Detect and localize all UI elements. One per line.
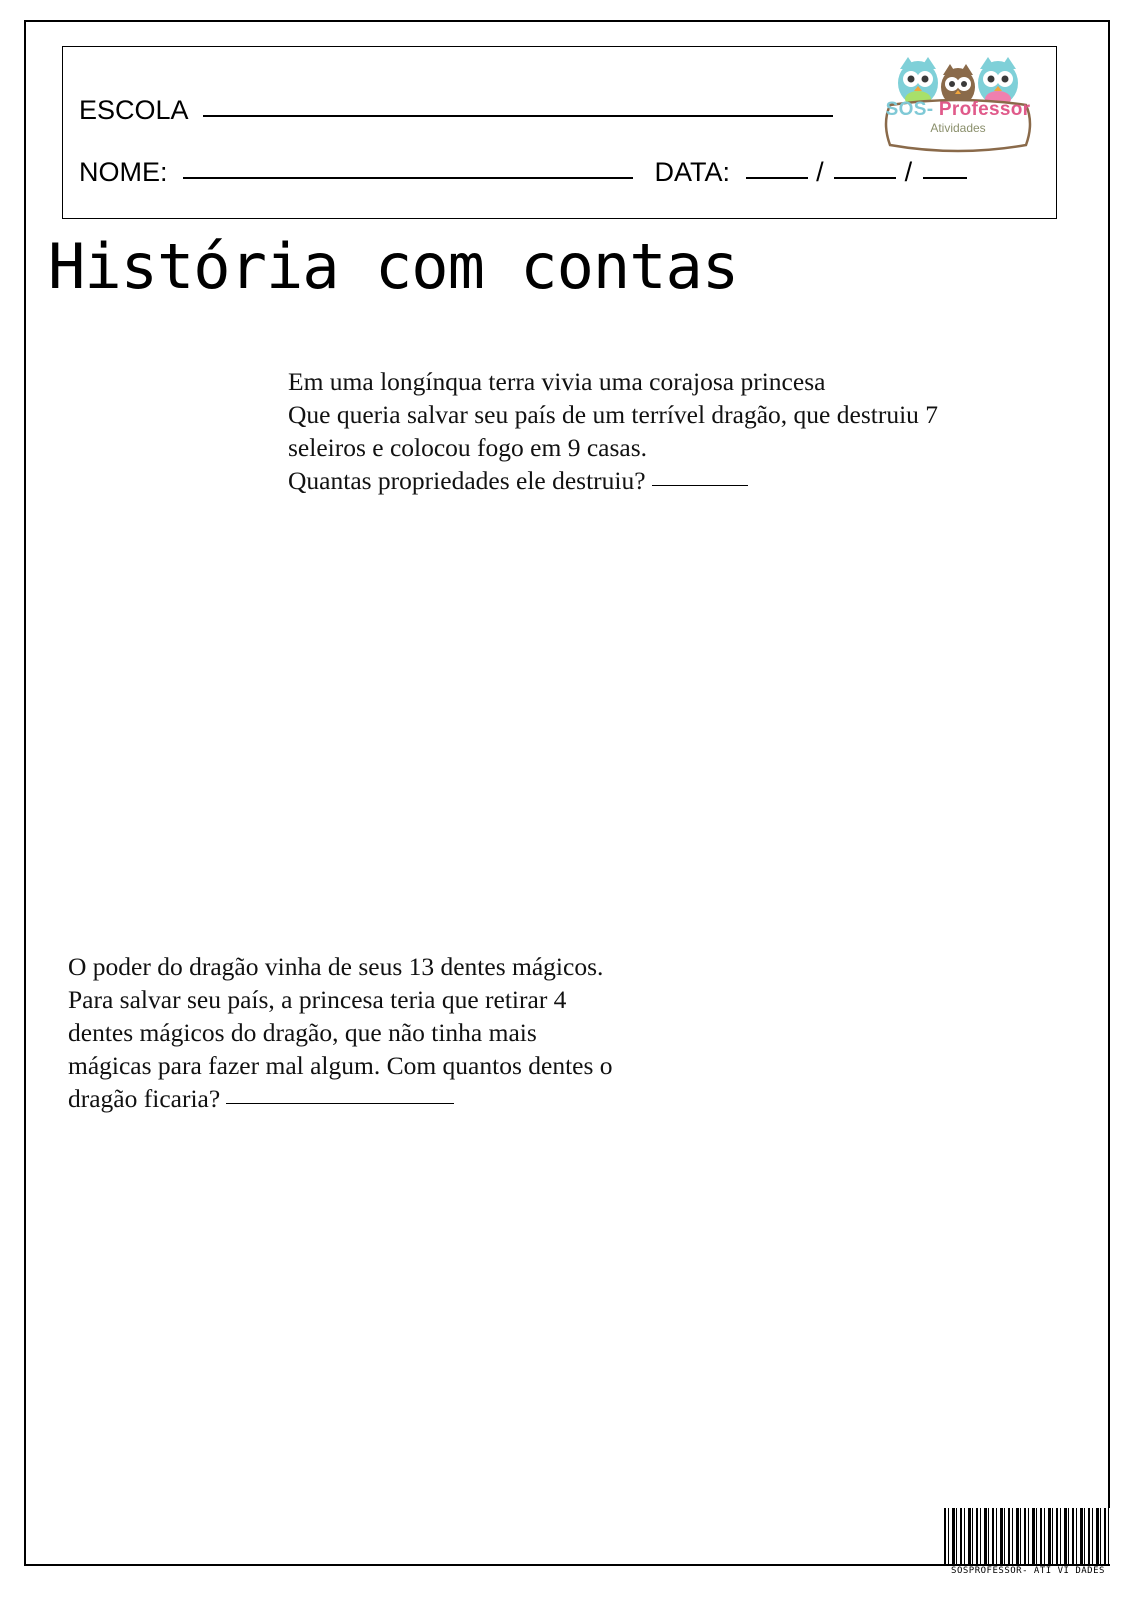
exercise-2-line-3: dentes mágicos do dragão, que não tinha mais — [68, 1018, 537, 1047]
student-info-box — [62, 46, 1057, 219]
date-day-input-line[interactable] — [746, 177, 808, 179]
page-title: História com contas — [48, 230, 739, 303]
exercise-1-line-3: seleiros e colocou fogo em 9 casas. — [288, 433, 648, 462]
logo-subtitle: Atividades — [930, 121, 986, 135]
school-input-line[interactable] — [203, 115, 833, 117]
barcode-label: SOSPROFESSOR- ATI VI DADES — [951, 1566, 1105, 1576]
exercise-2-line-1: O poder do dragão vinha de seus 13 dentes mágicos. — [68, 952, 604, 981]
exercise-2-line-4: mágicas para fazer mal algum. Com quantos dentes o — [68, 1051, 613, 1080]
exercise-1-answer-line[interactable] — [652, 485, 748, 486]
exercise-2-answer-line[interactable] — [226, 1103, 454, 1104]
sos-professor-logo — [874, 53, 1042, 165]
date-separator-1: / — [816, 157, 824, 187]
date-label: DATA: — [654, 157, 731, 187]
exercise-2-line-2: Para salvar seu país, a princesa teria que retirar 4 — [68, 985, 567, 1014]
school-field-row — [79, 95, 833, 126]
date-separator-2: / — [904, 157, 913, 187]
date-month-input-line[interactable] — [834, 177, 896, 179]
exercise-2-line-5: dragão ficaria? — [68, 1084, 221, 1113]
barcode — [944, 1508, 1112, 1582]
name-label: NOME: — [79, 157, 168, 187]
exercise-1-line-2: Que queria salvar seu país de um terrível dragão, que destruiu 7 — [288, 400, 939, 429]
exercise-1-question — [288, 464, 1008, 497]
exercise-1-text — [288, 365, 1008, 497]
exercise-1-line-1: Em uma longínqua terra vivia uma corajosa princesa — [288, 367, 826, 396]
name-date-field-row — [79, 157, 967, 188]
exercise-2-text — [68, 950, 688, 1115]
school-label: ESCOLA — [79, 95, 188, 125]
logo-brand-first: SOS- — [885, 99, 934, 120]
logo-brand-second: Professor — [938, 99, 1031, 120]
logo-brand-text — [874, 99, 1042, 121]
exercise-1-line-4: Quantas propriedades ele destruiu? — [288, 466, 646, 495]
date-year-input-line[interactable] — [923, 177, 967, 179]
name-input-line[interactable] — [183, 177, 633, 179]
barcode-bars — [944, 1508, 1112, 1564]
exercise-2-question — [68, 1082, 688, 1115]
